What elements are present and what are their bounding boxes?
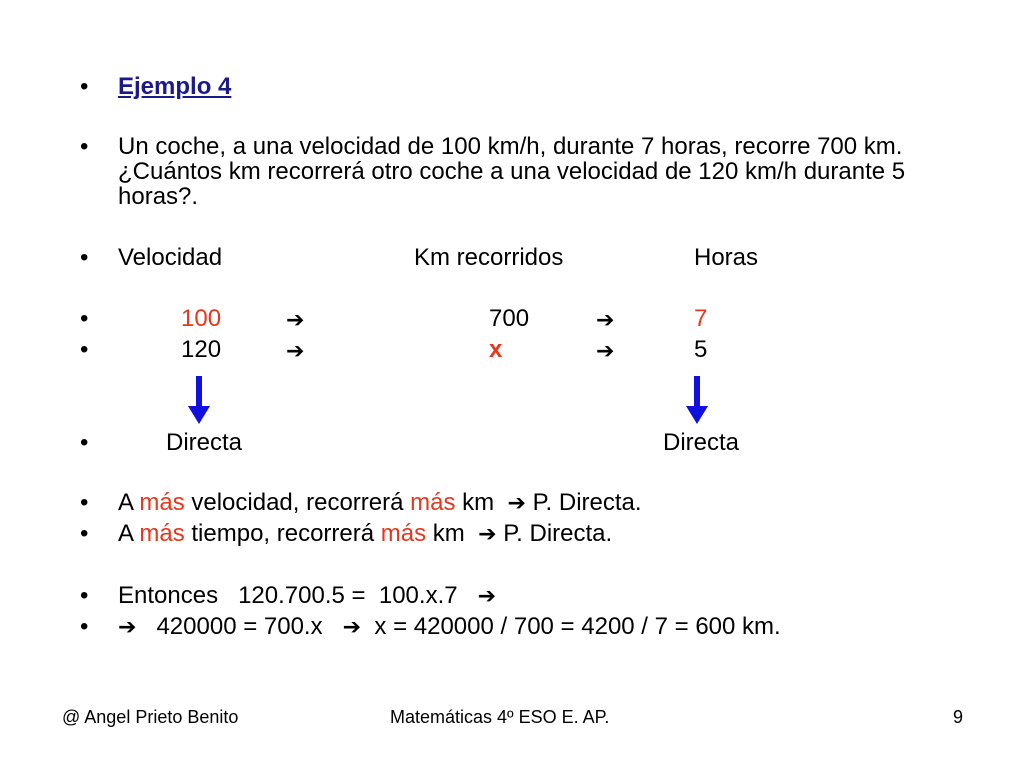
bullet: • [80,613,89,640]
relation-right: Directa [663,429,740,456]
header-horas: Horas [694,244,759,271]
bullet: • [80,520,89,547]
equation-step: 420000 = 700.x [156,613,323,640]
down-arrow-icon [186,376,212,426]
reason-text: km [432,520,465,547]
bullet: • [80,133,89,160]
row2-horas: 5 [694,336,708,363]
arrow-right-icon: ➔ [118,614,137,639]
bullet: • [80,73,89,100]
row1-horas: 7 [694,305,708,332]
bullet: • [80,305,89,332]
equation-setup [118,583,496,609]
arrow-right-icon: ➔ [286,338,305,363]
footer-author: @ Angel Prieto Benito [62,707,239,727]
row1-velocidad: 100 [181,305,222,332]
down-arrow-icon [684,376,710,426]
page-number: 9 [953,707,964,727]
highlight-mas: más [139,489,185,516]
bullet: • [80,489,89,516]
arrow-right-icon: ➔ [342,614,362,639]
footer-course: Matemáticas 4º ESO E. AP. [390,707,610,727]
header-km-recorridos: Km recorridos [414,244,564,271]
reason-conclusion: P. Directa. [532,489,642,516]
bullet: • [80,336,89,363]
problem-statement: Un coche, a una velocidad de 100 km/h, durante 7 horas, recorre 700 km. ¿Cuántos km recorrerá otro coche a una velocidad de 120 km/h durante 5 horas?. [118,133,906,210]
reason-text: A [118,489,133,516]
equation-solution [118,614,781,640]
arrow-right-icon: ➔ [477,583,497,608]
bullet: • [80,429,89,456]
slide-title: Ejemplo 4 [118,73,232,100]
bullet: • [80,244,89,271]
reason-text: velocidad, recorrerá [191,489,404,516]
row1-km: 700 [489,305,530,332]
equation-text: Entonces 120.700.5 = 100.x.7 [118,582,458,609]
bullet: • [80,582,89,609]
reason-text: A [118,520,133,547]
row2-velocidad: 120 [181,336,222,363]
reason-conclusion: P. Directa. [503,520,613,547]
highlight-mas: más [410,489,456,516]
equation-result: x = 420000 / 700 = 4200 / 7 = 600 km. [374,613,781,640]
highlight-mas: más [380,520,427,547]
header-velocidad: Velocidad [118,244,223,271]
arrow-right-icon: ➔ [507,490,526,515]
arrow-right-icon: ➔ [286,307,305,332]
arrow-right-icon: ➔ [596,307,615,332]
arrow-right-icon: ➔ [596,338,615,363]
reason-tiempo [118,521,612,547]
relation-left: Directa [166,429,243,456]
reason-text: km [462,489,495,516]
row2-km-unknown: x [489,336,503,363]
reason-velocidad [118,490,642,516]
arrow-right-icon: ➔ [478,521,497,546]
reason-text: tiempo, recorrerá [191,520,375,547]
highlight-mas: más [139,520,185,547]
